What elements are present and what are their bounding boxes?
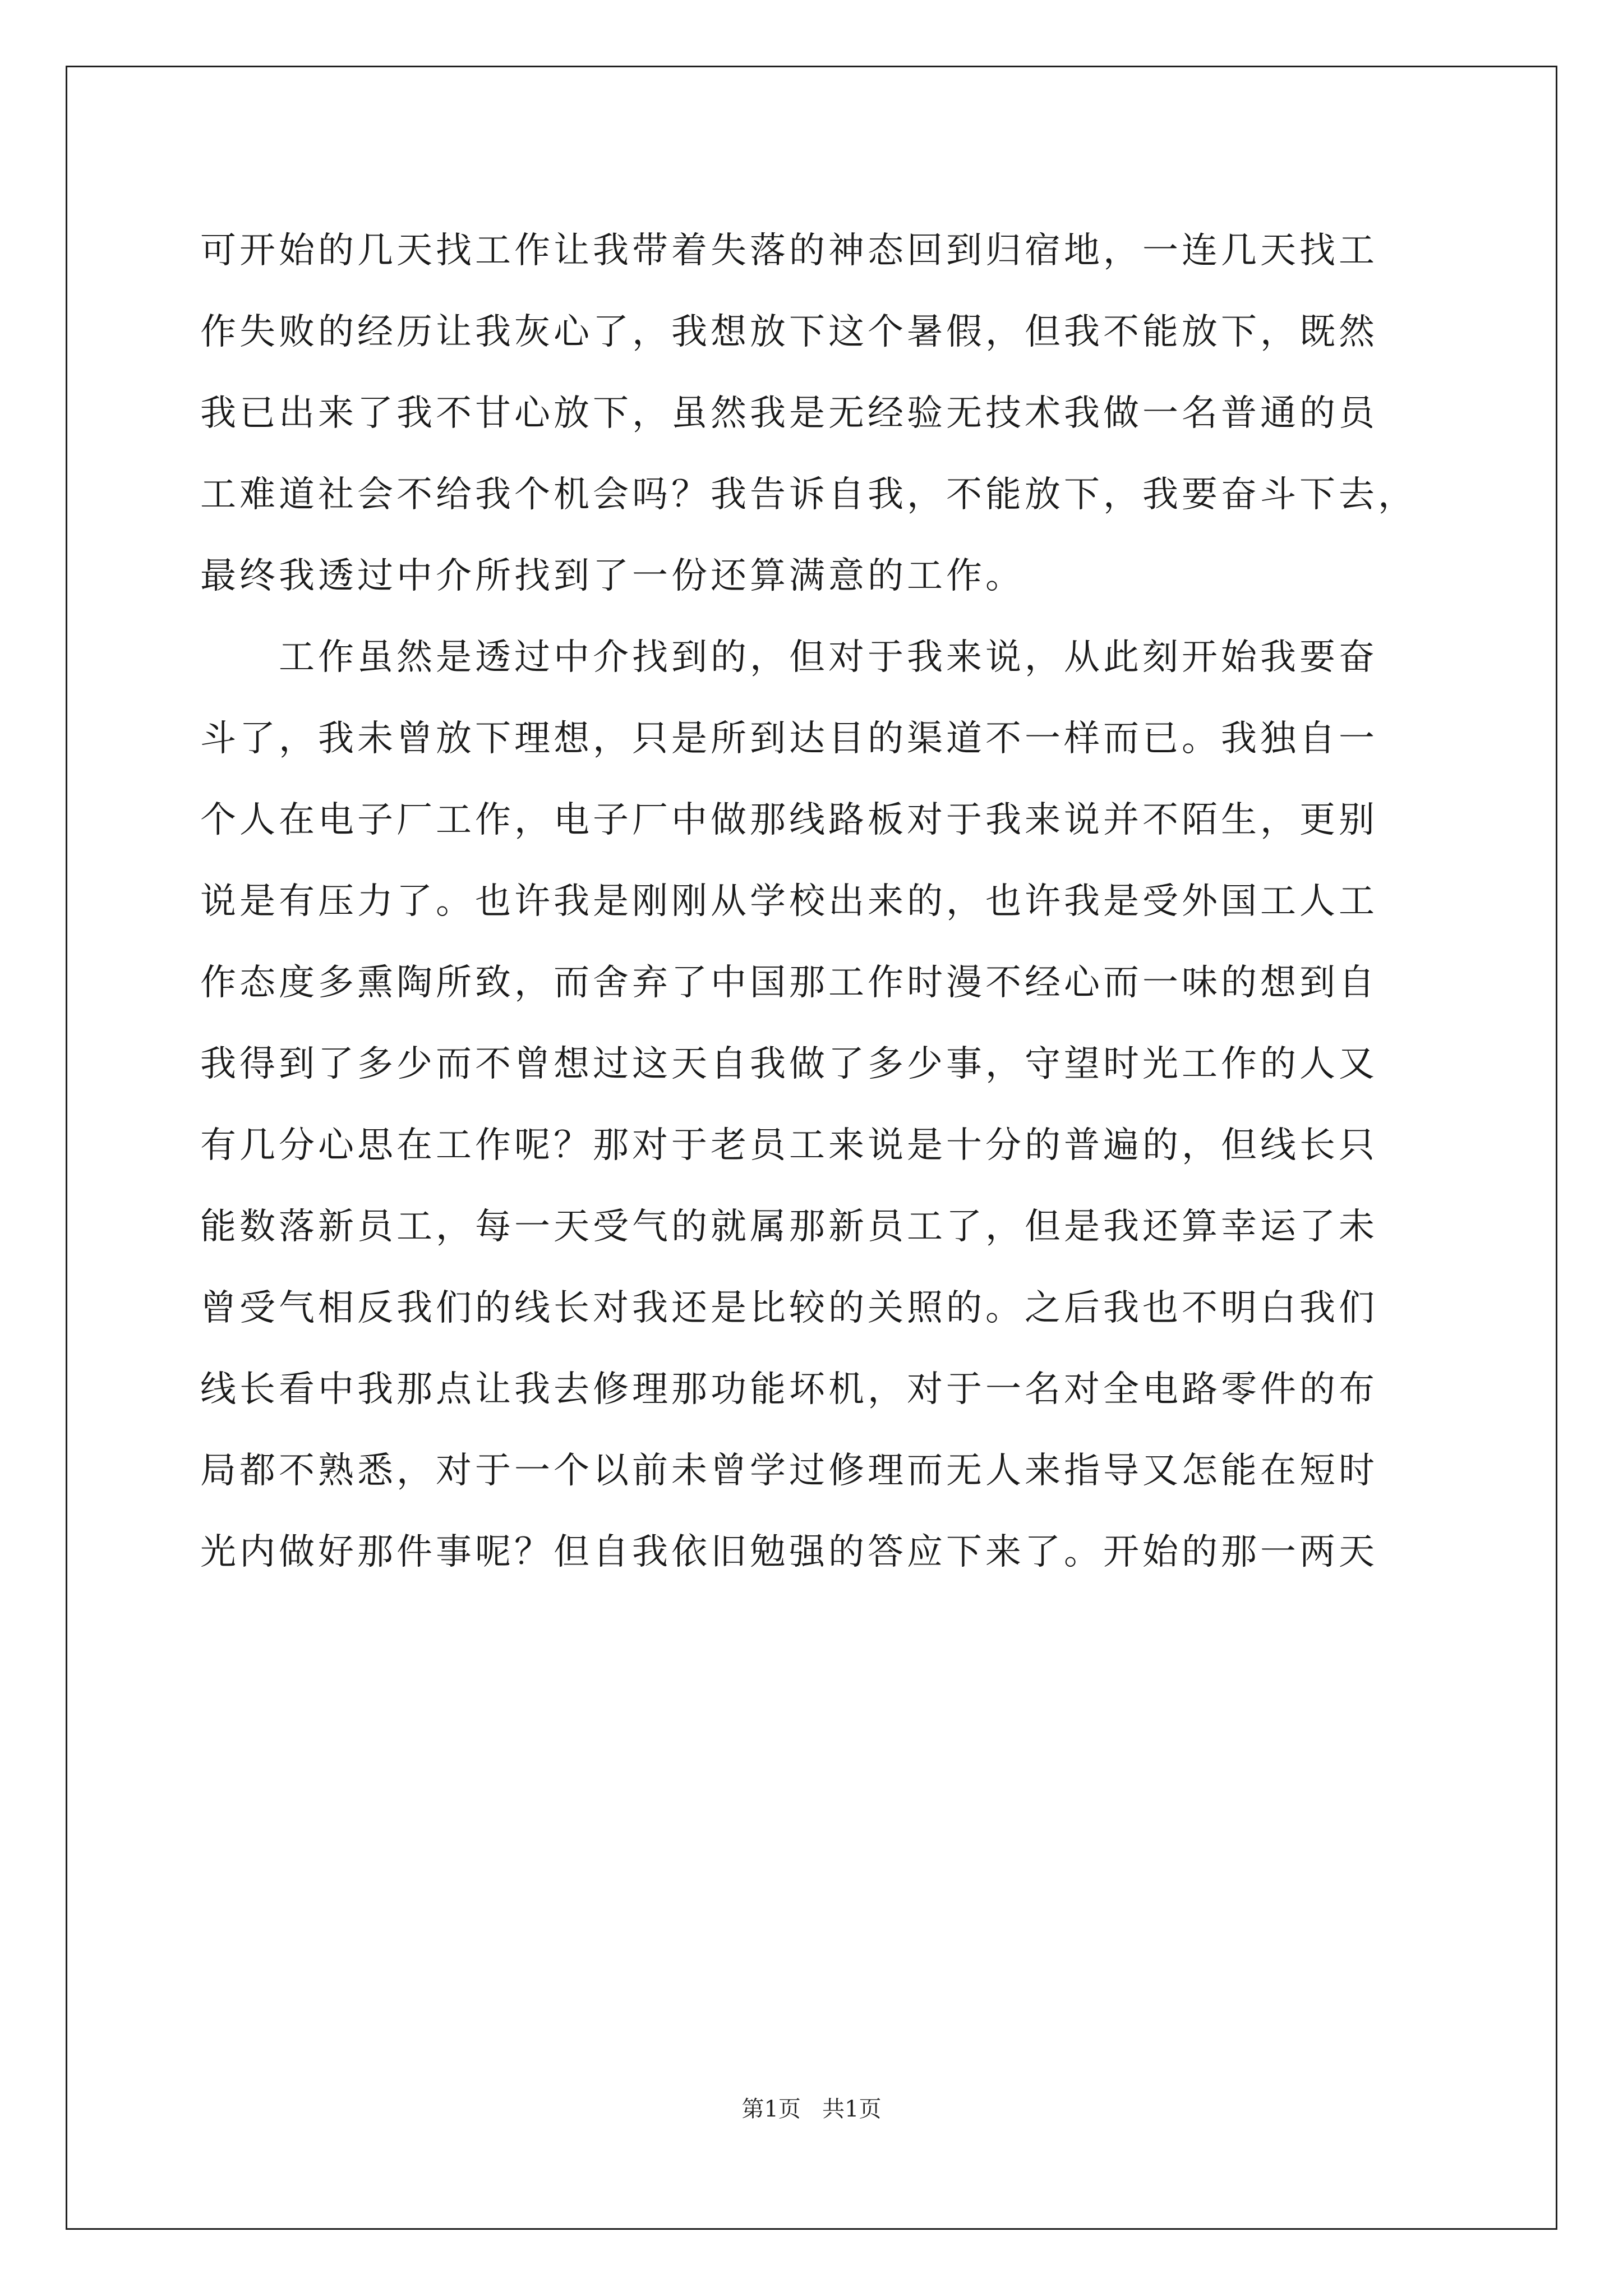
text-line: 说是有压力了。也许我是刚刚从学校出来的，也许我是受外国工人工 bbox=[200, 881, 1378, 922]
text-line: 作失败的经历让我灰心了，我想放下这个暑假，但我不能放下，既然 bbox=[200, 311, 1378, 353]
text-line: 作态度多熏陶所致，而舍弃了中国那工作时漫不经心而一味的想到自 bbox=[200, 962, 1378, 1004]
text-line: 可开始的几天找工作让我带着失落的神态回到归宿地，一连几天找工 bbox=[200, 230, 1378, 272]
text-line: 我已出来了我不甘心放下，虽然我是无经验无技术我做一名普通的员 bbox=[200, 393, 1378, 434]
page-number-footer: 第1页 共1页 bbox=[741, 2096, 882, 2122]
text-line: 工作虽然是透过中介找到的，但对于我来说，从此刻开始我要奋 bbox=[200, 637, 1378, 678]
text-line: 我得到了多少而不曾想过这天自我做了多少事，守望时光工作的人又 bbox=[200, 1043, 1378, 1085]
text-line: 能数落新员工，每一天受气的就属那新员工了，但是我还算幸运了未 bbox=[200, 1206, 1378, 1248]
text-line: 光内做好那件事呢？但自我依旧勉强的答应下来了。开始的那一两天 bbox=[200, 1531, 1378, 1573]
text-line: 最终我透过中介所找到了一份还算满意的工作。 bbox=[200, 555, 1025, 597]
text-line: 工难道社会不给我个机会吗？我告诉自我，不能放下，我要奋斗下去， bbox=[200, 474, 1417, 516]
text-line: 有几分心思在工作呢？那对于老员工来说是十分的普遍的，但线长只 bbox=[200, 1125, 1378, 1166]
text-line: 局都不熟悉，对于一个以前未曾学过修理而无人来指导又怎能在短时 bbox=[200, 1450, 1378, 1492]
text-line: 个人在电子厂工作，电子厂中做那线路板对于我来说并不陌生，更别 bbox=[200, 799, 1378, 841]
text-line: 斗了，我未曾放下理想，只是所到达目的渠道不一样而已。我独自一 bbox=[200, 718, 1378, 760]
document-body bbox=[200, 210, 1464, 1593]
text-line: 曾受气相反我们的线长对我还是比较的关照的。之后我也不明白我们 bbox=[200, 1287, 1378, 1329]
text-line: 线长看中我那点让我去修理那功能坏机，对于一名对全电路零件的布 bbox=[200, 1369, 1378, 1410]
